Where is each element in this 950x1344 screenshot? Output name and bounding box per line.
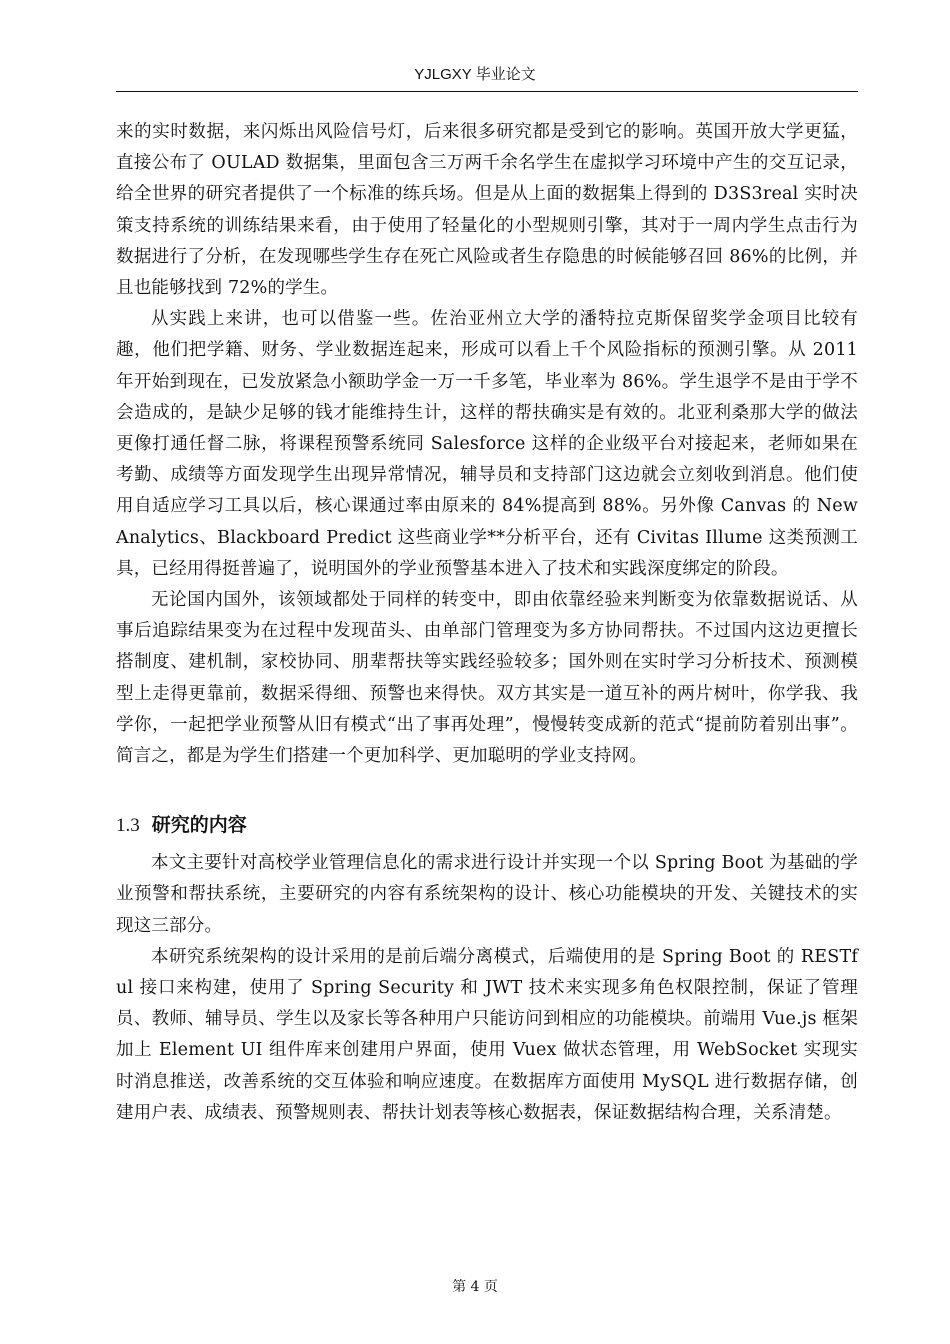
- section-number: 1.3: [116, 815, 140, 837]
- body-paragraph-2: 从实践上来讲，也可以借鉴一些。佐治亚州立大学的潘特拉克斯保留奖学金项目比较有趣，他们把学籍、财务、学业数据连起来，形成可以看上千个风险指标的预测引擎。从 2011 年开始到现在，已发放紧急小额助学金一万一千多笔，毕业率为 86%。学生退学不是由于学不会造成的，是缺少足够的钱才能维持生计，这样的帮扶确实是有效的。北亚利桑那大学的做法更像打通任督二脉，将课程预警系统同 Salesforce 这样的企业级平台对接起来，老师如果在考勤、成绩等方面发现学生出现异常情况，辅导员和支持部门这边就会立刻收到消息。他们使用自适应学习工具以后，核心课通过率由原来的 84%提高到 88%。另外像 Canvas 的 New Analytics、Blackboard Predict 这些商业学**分析平台，还有 Civitas Illume 这类预测工具，已经用得挺普遍了，说明国外的学业预警基本进入了技术和实践深度绑定的阶段。: [116, 309, 858, 579]
- body-paragraph-3: 无论国内国外，该领域都处于同样的转变中，即由依靠经验来判断变为依靠数据说话、从事后追踪结果变为在过程中发现苗头、由单部门管理变为多方协同帮扶。不过国内这边更擅长搭制度、建机制，家校协同、朋辈帮扶等实践经验较多；国外则在实时学习分析技术、预测模型上走得更靠前，数据采得细、预警也来得快。双方其实是一道互补的两片树叶，你学我、我学你，一起把学业预警从旧有模式“出了事再处理”，慢慢转变成新的范式“提前防着别出事”。简言之，都是为学生们搭建一个更加科学、更加聪明的学业支持网。: [116, 590, 858, 767]
- section-paragraph-1: 本文主要针对高校学业管理信息化的需求进行设计并实现一个以 Spring Boot 为基础的学业预警和帮扶系统，主要研究的内容有系统架构的设计、核心功能模块的开发、关键技术的实现这三部分。: [116, 853, 858, 936]
- document-body: [116, 117, 858, 1129]
- section-paragraph-2: 本研究系统架构的设计采用的是前后端分离模式，后端使用的是 Spring Boot 的 RESTful 接口来构建，使用了 Spring Security 和 JWT 技术来实现多角色权限控制，保证了管理员、教师、辅导员、学生以及家长等各种用户只能访问到相应的功能模块。前端用 Vue.js 框架加上 Element UI 组件库来创建用户界面，使用 Vuex 做状态管理，用 WebSocket 实现实时消息推送，改善系统的交互体验和响应速度。在数据库方面使用 MySQL 进行数据存储，创建用户表、成绩表、预警规则表、帮扶计划表等核心数据表，保证数据结构合理，关系清楚。: [116, 946, 858, 1123]
- page-number: 第 4 页: [452, 1279, 498, 1295]
- section-title: 研究的内容: [151, 815, 247, 837]
- header-divider: [116, 91, 858, 92]
- body-paragraph-1: 来的实时数据，来闪烁出风险信号灯，后来很多研究都是受到它的影响。英国开放大学更猛，直接公布了 OULAD 数据集，里面包含三万两千余名学生在虚拟学习环境中产生的交互记录，给全世界的研究者提供了一个标准的练兵场。但是从上面的数据集上得到的 D3S3real 实时决策支持系统的训练结果来看，由于使用了轻量化的小型规则引擎，其对于一周内学生点击行为数据进行了分析，在发现哪些学生存在死亡风险或者生存隐患的时候能够召回 86%的比例，并且也能够找到 72%的学生。: [116, 122, 858, 299]
- section-heading: [116, 812, 858, 840]
- running-header: YJLGXY 毕业论文: [414, 66, 536, 83]
